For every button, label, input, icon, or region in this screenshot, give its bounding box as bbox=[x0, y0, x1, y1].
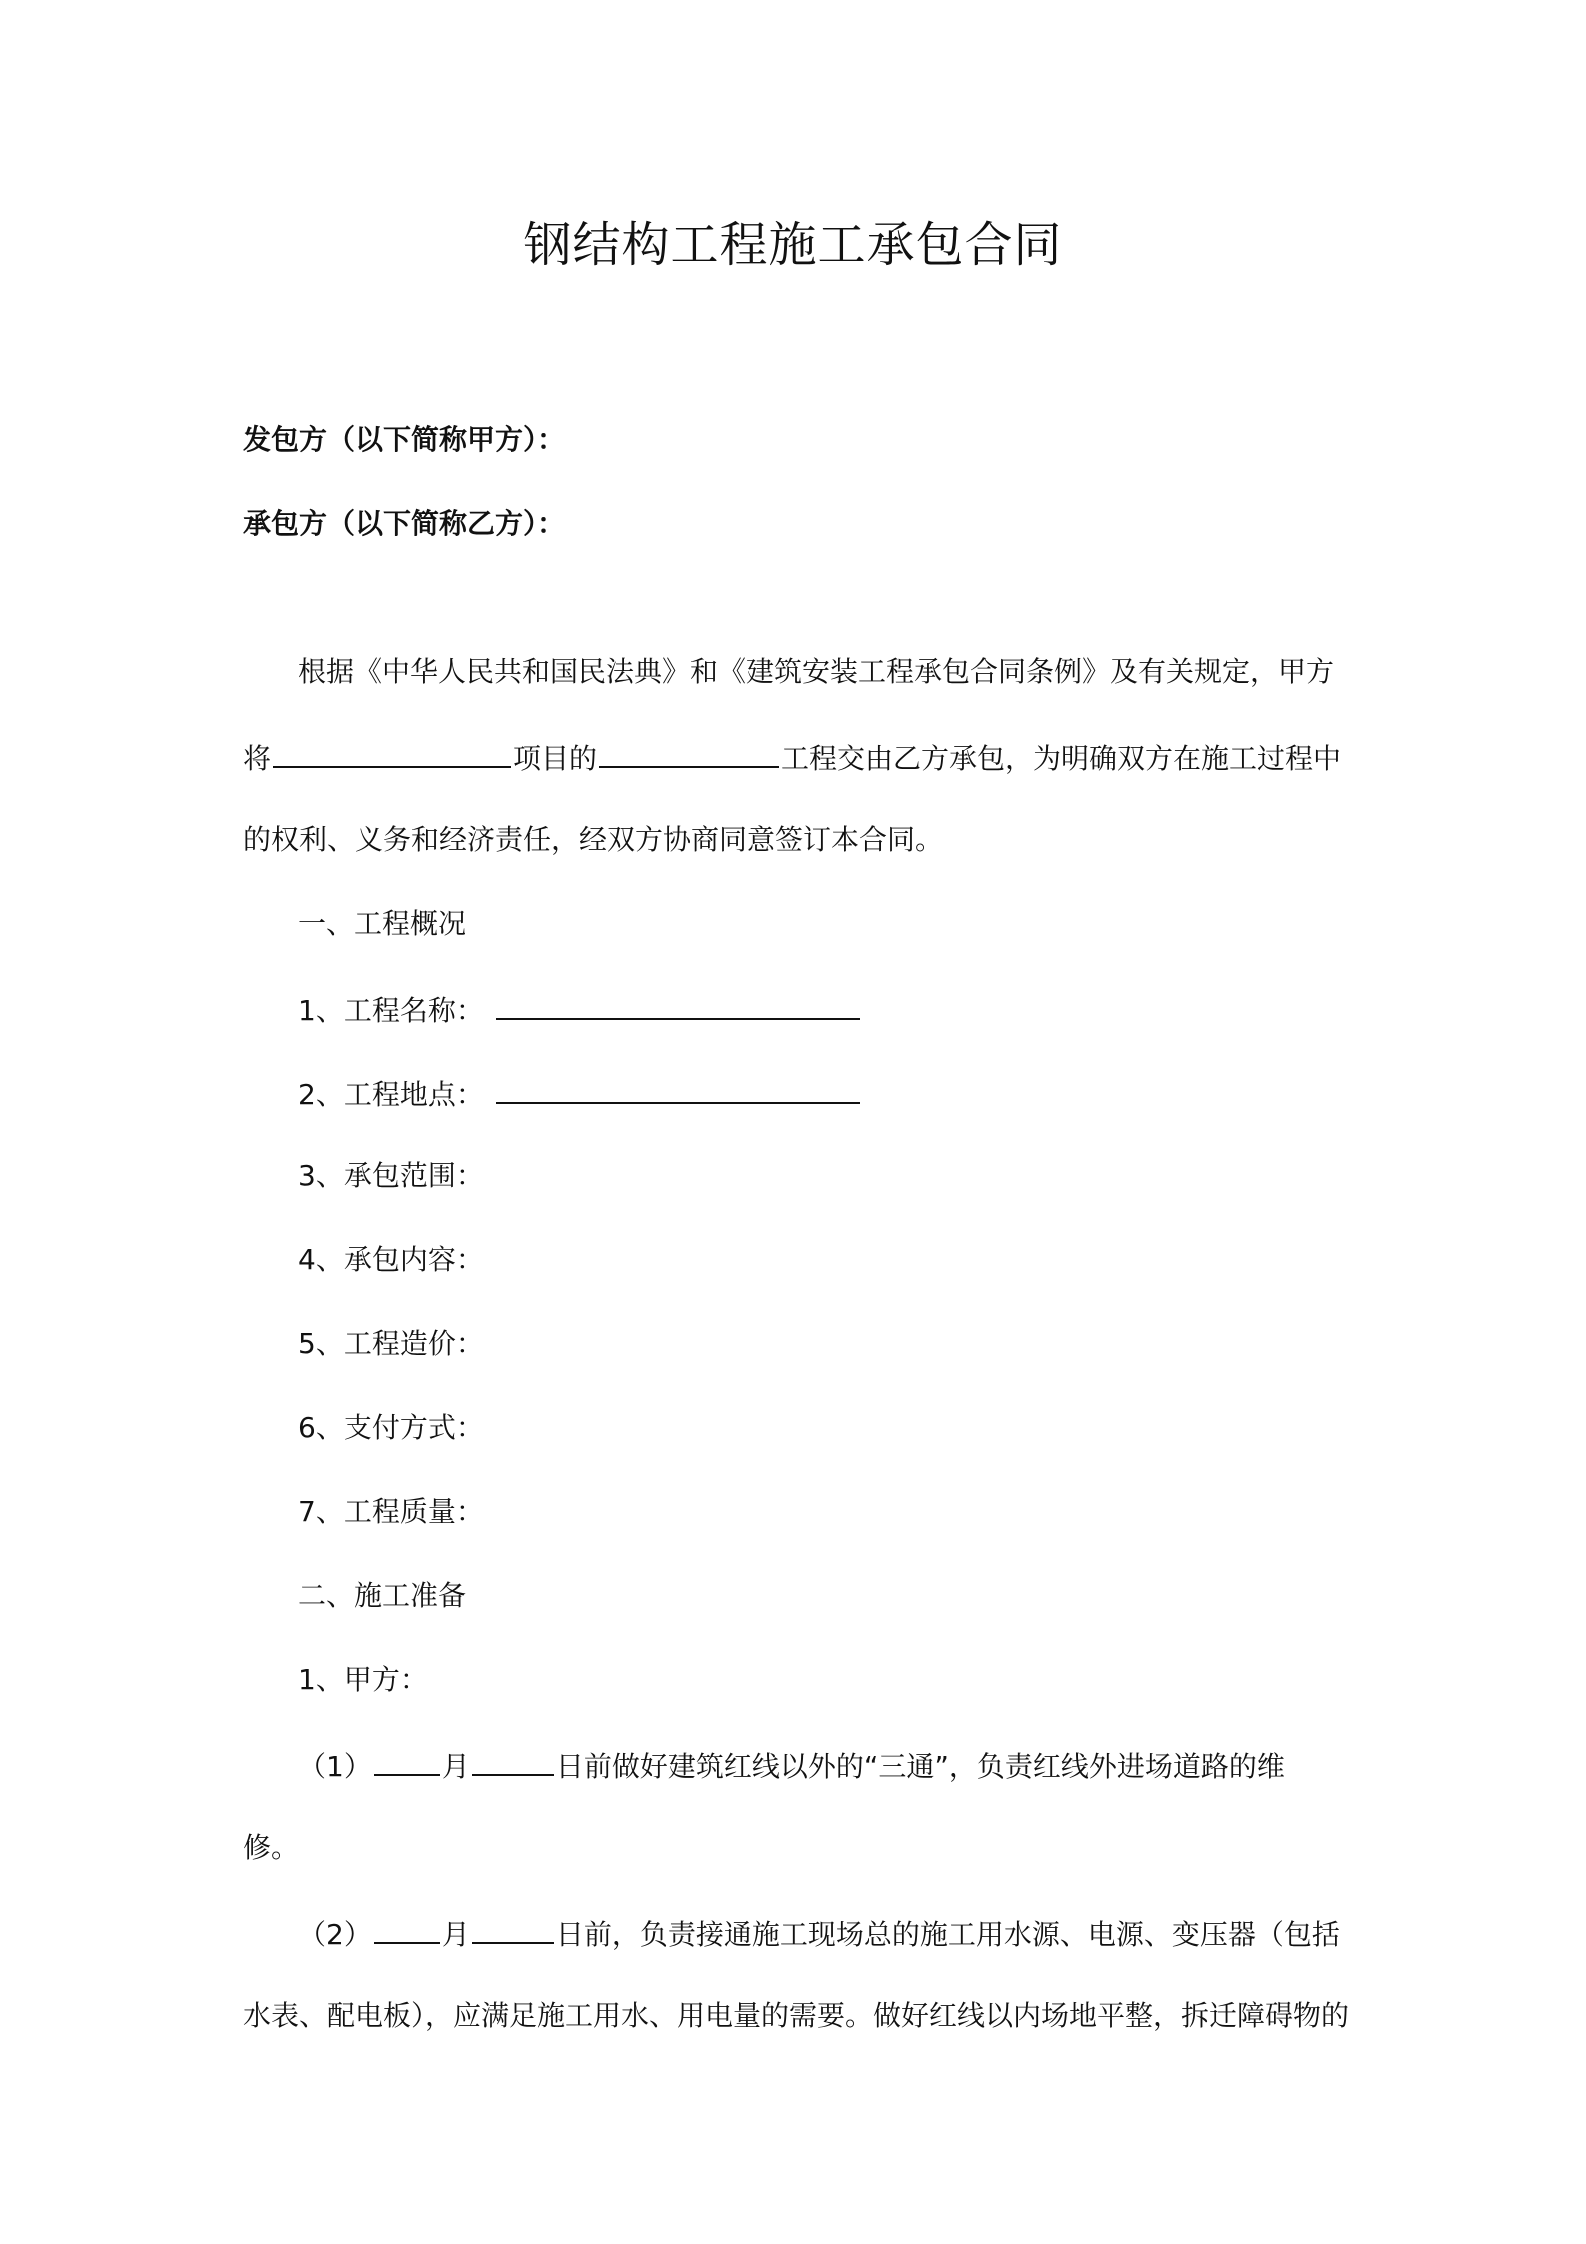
clause-2-line-2: 水表、配电板），应满足施工用水、用电量的需要。做好红线以内场地平整，拆迁障碍物的 bbox=[243, 1999, 1350, 2032]
clause-number: （1） bbox=[298, 1750, 372, 1783]
clause-text: 日前，负责接通施工现场总的施工用水源、电源、变压器（包括 bbox=[555, 1918, 1340, 1951]
clause-1-line-2: 修。 bbox=[243, 1831, 300, 1864]
clause-number: （2） bbox=[298, 1918, 372, 1951]
item-payment-method: 6、支付方式： bbox=[298, 1411, 484, 1444]
month-label: 月 bbox=[441, 1750, 470, 1783]
clause-text: 日前做好建筑红线以外的“三通”，负责红线外进场道路的维 bbox=[555, 1750, 1285, 1783]
party-b-label: 承包方（以下简称乙方）： bbox=[243, 507, 566, 540]
day-blank[interactable] bbox=[472, 1744, 554, 1776]
month-blank[interactable] bbox=[374, 1912, 440, 1944]
clause-1-line-1 bbox=[298, 1744, 1285, 1787]
intro-line-3: 的权利、义务和经济责任，经双方协商同意签订本合同。 bbox=[243, 823, 944, 856]
document-title: 钢结构工程施工承包合同 bbox=[523, 217, 1063, 273]
project-location-blank[interactable] bbox=[496, 1072, 860, 1104]
party-a-label: 发包方（以下简称甲方）： bbox=[243, 423, 566, 456]
intro-line-2-part-b: 项目的 bbox=[513, 742, 598, 775]
intro-line-2-part-c: 工程交由乙方承包，为明确双方在施工过程中 bbox=[781, 742, 1342, 775]
item-project-location bbox=[298, 1072, 862, 1115]
item-contract-scope: 3、承包范围： bbox=[298, 1159, 484, 1192]
item-project-name bbox=[298, 988, 862, 1031]
item-project-cost: 5、工程造价： bbox=[298, 1327, 484, 1360]
work-blank[interactable] bbox=[599, 736, 779, 768]
section-2-heading: 二、施工准备 bbox=[298, 1579, 467, 1612]
clause-2-line-1 bbox=[298, 1912, 1340, 1955]
item-label: 1、工程名称： bbox=[298, 994, 484, 1027]
intro-line-2 bbox=[243, 736, 1341, 779]
month-blank[interactable] bbox=[374, 1744, 440, 1776]
item-label: 2、工程地点： bbox=[298, 1078, 484, 1111]
section-1-heading: 一、工程概况 bbox=[298, 907, 467, 940]
month-label: 月 bbox=[441, 1918, 470, 1951]
item-contract-content: 4、承包内容： bbox=[298, 1243, 484, 1276]
day-blank[interactable] bbox=[472, 1912, 554, 1944]
section-2-party-a: 1、甲方： bbox=[298, 1663, 428, 1696]
intro-line-2-part-a: 将 bbox=[243, 742, 272, 775]
project-blank[interactable] bbox=[273, 736, 511, 768]
item-project-quality: 7、工程质量： bbox=[298, 1495, 484, 1528]
intro-line-1: 根据《中华人民共和国民法典》和《建筑安装工程承包合同条例》及有关规定，甲方 bbox=[298, 655, 1335, 688]
project-name-blank[interactable] bbox=[496, 988, 860, 1020]
